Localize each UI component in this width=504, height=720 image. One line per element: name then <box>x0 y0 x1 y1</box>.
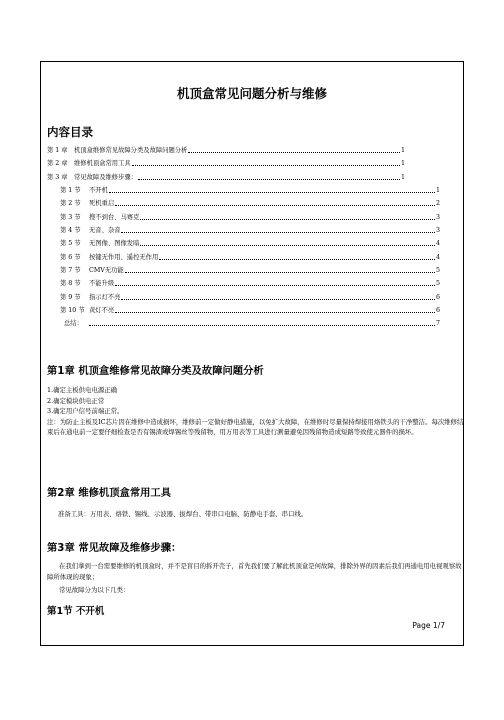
chapter2-text: 准备工具：万用表、烙铁、锡线、示波器、拔焊台、带串口电脑、防静电手套、串口线。 <box>58 510 308 518</box>
chapter1-item: 1.确定主板供电电源正确 <box>47 386 118 394</box>
chapter1-heading: 第1章 机顶盒维修常见故障分类及故障问题分析 <box>47 365 264 377</box>
toc-entry-title: CMV无功能 <box>89 267 124 274</box>
toc-entry-page: 4 <box>435 254 440 261</box>
toc-entry[interactable] <box>64 320 440 328</box>
chapter1-item: 3.确定用户信号前端正常。 <box>47 407 124 416</box>
toc-entry-number: 第 4 节 <box>60 227 81 234</box>
page-number: Page 1/7 <box>412 621 445 630</box>
toc-entry-number: 第 5 节 <box>60 240 81 247</box>
toc-entry-number: 第 2 节 <box>60 200 81 207</box>
toc-entry[interactable] <box>60 227 440 235</box>
chapter1-item-list <box>47 385 467 438</box>
toc-entry-page: 1 <box>400 147 405 154</box>
toc-entry-number: 第 6 节 <box>60 254 81 261</box>
toc-entry[interactable] <box>60 200 440 208</box>
chapter2-heading: 第2章 维修机顶盒常用工具 <box>47 487 172 499</box>
toc-entry-page: 1 <box>400 160 405 167</box>
toc-leader-dots <box>115 311 435 313</box>
toc-entry-page: 6 <box>435 307 440 314</box>
toc-entry-number: 第 7 节 <box>60 267 81 274</box>
toc-entry[interactable] <box>60 267 440 275</box>
toc-entry-title: 按键无作用、遥控无作用 <box>89 254 159 261</box>
toc-entry[interactable] <box>60 214 440 222</box>
toc-entry-title: 不能升级 <box>89 280 115 287</box>
toc-leader-dots <box>109 191 435 193</box>
toc-leader-dots <box>115 284 435 286</box>
toc-entry-number: 第 8 节 <box>60 280 81 287</box>
toc-entry-number: 第 1 节 <box>60 187 81 194</box>
toc-entry-number: 总结： <box>64 320 83 327</box>
toc-entry-page: 7 <box>435 320 440 327</box>
chapter3-heading: 第3章 常见故障及维修步骤： <box>47 542 182 554</box>
toc-entry[interactable] <box>60 294 440 302</box>
chapter1-item: 2.确定模块供电正常 <box>47 396 105 405</box>
toc-entry[interactable] <box>60 307 440 315</box>
toc-leader-dots <box>121 298 435 300</box>
toc-entry[interactable] <box>60 240 440 248</box>
toc-entry[interactable] <box>47 174 405 182</box>
toc-entry-number: 第 3 节 <box>60 214 81 221</box>
toc-entry[interactable] <box>60 280 440 288</box>
toc-entry[interactable] <box>47 147 405 155</box>
toc-entry-page: 1 <box>435 187 440 194</box>
toc-entry-number: 第 9 节 <box>60 294 81 301</box>
document-title: 机顶盒常见问题分析与维修 <box>176 86 327 101</box>
toc-entry-title: 无音、杂音 <box>89 227 121 234</box>
toc-entry-title: 指示灯不亮 <box>89 294 121 301</box>
toc-entry-page: 5 <box>435 280 440 287</box>
toc-leader-dots <box>115 204 435 206</box>
toc-leader-dots <box>132 164 400 166</box>
chapter1-note: 注：为防止主板及IC芯片因在维修中造成损坏，维修前一定做好静电措施，以免扩大故障，在维修时尽量保持焊接用烙铁头的干净整洁。每次维修结束后在通电前一定要仔细检查是否有锡渣或焊锡丝等残留物，用万用表等工具进行测量避免因残留物造成短路等致使元器件的损坏。 <box>47 417 464 437</box>
toc-entry-title: 无图像、图像发暗 <box>89 240 140 247</box>
toc-entry-page: 3 <box>435 227 440 234</box>
toc-entry-number: 第 3 章 <box>47 174 68 181</box>
toc-entry-title: 维修机顶盒常用工具 <box>74 160 131 167</box>
toc-entry-page: 4 <box>435 240 440 247</box>
toc-entry-title: 黄灯不亮 <box>89 307 115 314</box>
toc-entry[interactable] <box>60 187 440 195</box>
toc-leader-dots <box>188 151 400 153</box>
toc-entry-number: 第 1 章 <box>47 147 68 154</box>
toc-entry-title: 常见故障及维修步骤： <box>74 174 137 181</box>
toc-leader-dots <box>140 218 435 220</box>
toc-entry-page: 3 <box>435 214 440 221</box>
toc-entry-title: 搜不到台、马赛克 <box>89 214 140 221</box>
chapter3-paragraph: 在我们拿到一台需要维修的机顶盒时，并不是盲目的拆开壳子，首先我们要了解此机顶盒是何故障，排除外界的因素后我们再通电用电视观察故障所体现的现象； <box>47 562 462 581</box>
toc-leader-dots <box>138 178 400 180</box>
toc-entry[interactable] <box>60 254 440 262</box>
toc-entry-title: 机顶盒维修常见故障分类及故障问题分析 <box>74 147 188 154</box>
toc-leader-dots <box>89 324 435 326</box>
toc-entry-title: 死机重启 <box>89 200 115 207</box>
chapter3-paragraph-2: 常见故障分为以下几类： <box>59 586 130 594</box>
toc-entry-page: 1 <box>400 174 405 181</box>
toc-entry-page: 5 <box>435 267 440 274</box>
toc-entry-page: 2 <box>435 200 440 207</box>
toc-heading: 内容目录 <box>47 125 93 139</box>
toc-leader-dots <box>159 258 435 260</box>
toc-entry-title: 不开机 <box>89 187 108 194</box>
toc-entry-number: 第 2 章 <box>47 160 68 167</box>
toc-entry[interactable] <box>47 160 405 168</box>
toc-leader-dots <box>125 271 435 273</box>
section1-heading: 第1节 不开机 <box>47 606 105 617</box>
toc-entry-number: 第 10 节 <box>60 307 85 314</box>
toc-entry-page: 6 <box>435 294 440 301</box>
toc-leader-dots <box>140 244 435 246</box>
toc-leader-dots <box>121 231 435 233</box>
